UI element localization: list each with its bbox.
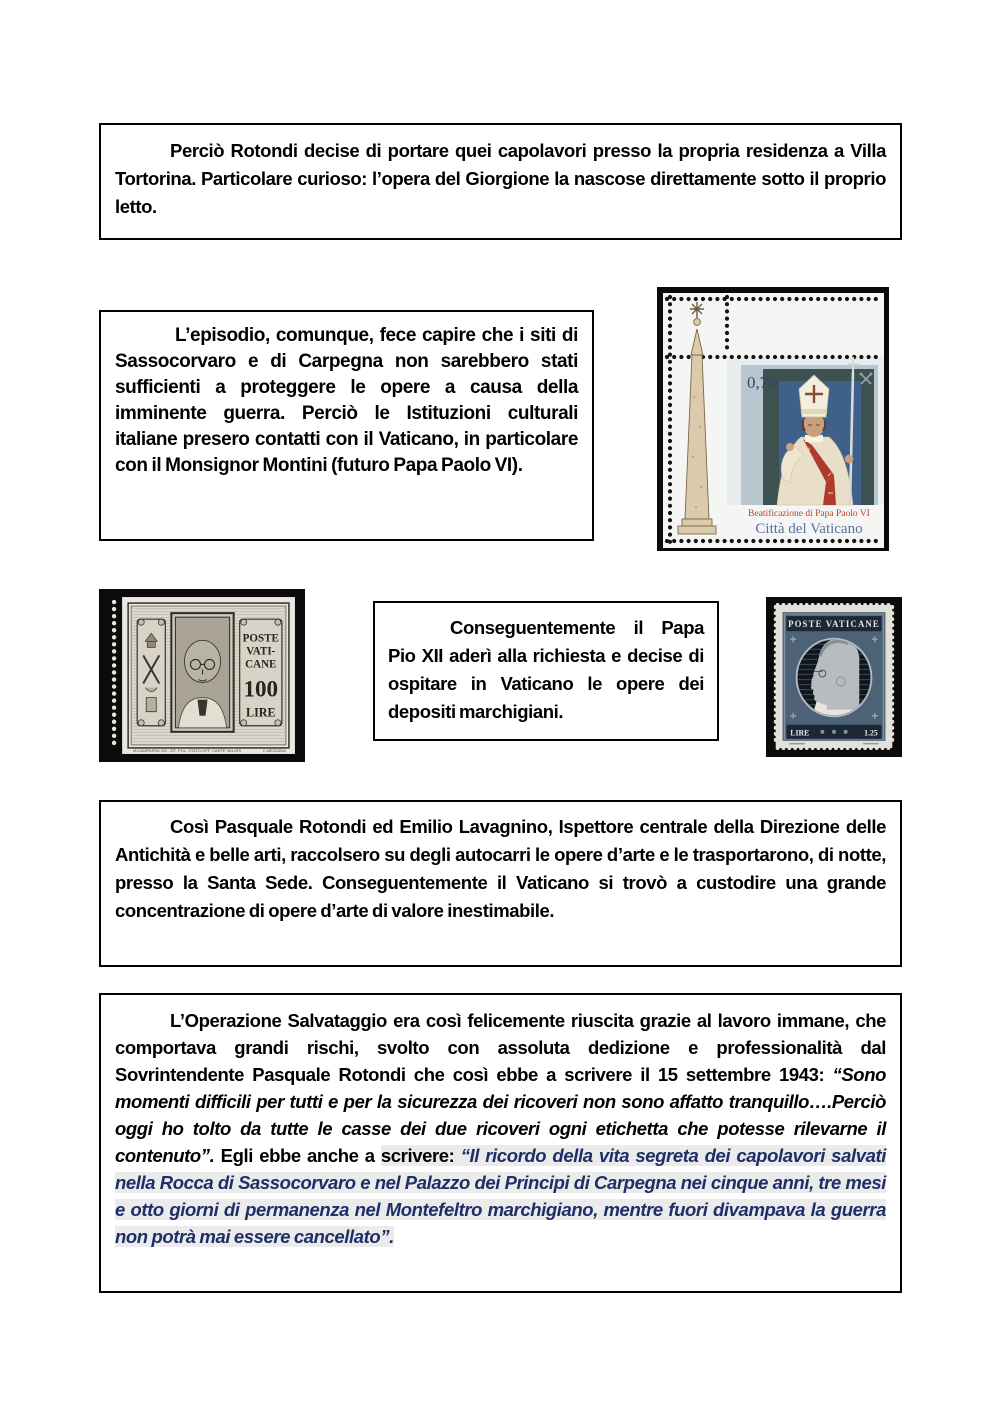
paragraph-1: Perciò Rotondi decise di portare quei capolavori presso la propria residenza a Villa Tortorina. Particolare curioso: l’opera del Giorgione la nascose direttamente sotto il proprio letto.	[115, 140, 886, 217]
stamp-image-100-lire	[99, 589, 305, 762]
paragraph-4: Così Pasquale Rotondi ed Emilio Lavagnino, Ispettore centrale della Direzione delle Antichità e belle arti, raccolsero su degli autocarri le opere d’arte e le trasportarono, di notte, presso la Santa Sede. Conseguentemente il Vaticano si trovò a custodire una grande concentrazione di opere d’arte di valore inestimabile.	[115, 816, 886, 921]
stamp-inscription-poste: POSTE	[242, 632, 279, 645]
stamp-value-100: 100	[243, 676, 279, 703]
stamp-image-125-lire	[766, 597, 902, 757]
stamp-imprint-left: M.CAMPARINI INC.	[133, 747, 169, 753]
paragraph-3: Conseguentemente il Papa Pio XII aderì alla richiesta e decise di ospitare in Vaticano le opere dei depositi marchigiani.	[388, 617, 704, 722]
stamp-currency-lire: LIRE	[246, 705, 276, 720]
text-box-4	[99, 800, 902, 967]
paragraph-5-intro: L’Operazione Salvataggio era così felicemente riuscita grazie al lavoro immane, che comportava grandi rischi, svolto con assoluta dedizione e professionalità dal Sovrintendente Pasquale Rotondi che così ebbe a scrivere il 15 settembre 1943:	[115, 1010, 886, 1085]
stamp-image-paolo-vi	[657, 287, 889, 551]
paragraph-5-quote-1: “Sono momenti difficili per tutti e per la sicurezza dei ricoveri non sono affatto tranquillo….Perciò oggi ho tolto da tutte le casse dei due ricoveri ogni etichetta che potesse rilevarne il contenuto”.	[115, 1064, 886, 1166]
stamp-inscription-vati: VATI-	[246, 645, 276, 658]
stamp-100-lire-graphic	[99, 589, 305, 762]
stamp-paolo-vi-graphic	[657, 287, 889, 551]
paragraph-5-highlight-label: scrivere:	[380, 1145, 461, 1166]
stamp-imprint-right: C.MEZZANA	[262, 747, 286, 753]
stamp-caption-citta-del-vaticano: Città del Vaticano	[755, 521, 863, 537]
stamp-currency-lire: LIRE	[790, 728, 810, 738]
pius-xii-portrait	[171, 613, 233, 732]
stamp-125-lire-graphic	[766, 597, 902, 757]
stamp-inscription-poste-vaticane: POSTE VATICANE	[788, 619, 880, 630]
text-box-2	[99, 310, 594, 541]
stamp-caption-beatificazione: Beatificazione di Papa Paolo VI	[748, 509, 870, 519]
stamp-value-070: 0,70	[747, 373, 777, 392]
stamp-inscription-cane: CANE	[245, 658, 277, 671]
paragraph-5-mid: Egli ebbe anche a	[214, 1145, 381, 1166]
stamp-imprint-center: IST. POL. STATO-OFF. CARTE VALORI	[169, 747, 242, 753]
paragraph-5	[115, 1007, 886, 1250]
text-box-5	[99, 993, 902, 1293]
text-box-1	[99, 123, 902, 240]
stamp-value-125: 1.25	[864, 728, 878, 738]
papal-arms-scroll	[137, 619, 165, 726]
text-box-3	[373, 601, 719, 741]
paragraph-5-quote-2: “Il ricordo della vita segreta dei capolavori salvati nella Rocca di Sassocorvaro e nel Palazzo dei Principi di Carpegna nei cinque anni, tre mesi e otto giorni di permanenza nel Montefeltro marchigiano, mentre fuori divampava la guerra non potrà mai essere cancellato”.	[115, 1145, 886, 1247]
paragraph-2: L’episodio, comunque, fece capire che i siti di Sassocorvaro e di Carpegna non sarebbero stati sufficienti a proteggere le opere a causa della imminente guerra. Perciò le Istituzioni culturali italiane presero contatti con il Vaticano, in particolare con il Monsignor Montini (futuro Papa Paolo VI).	[115, 325, 578, 476]
